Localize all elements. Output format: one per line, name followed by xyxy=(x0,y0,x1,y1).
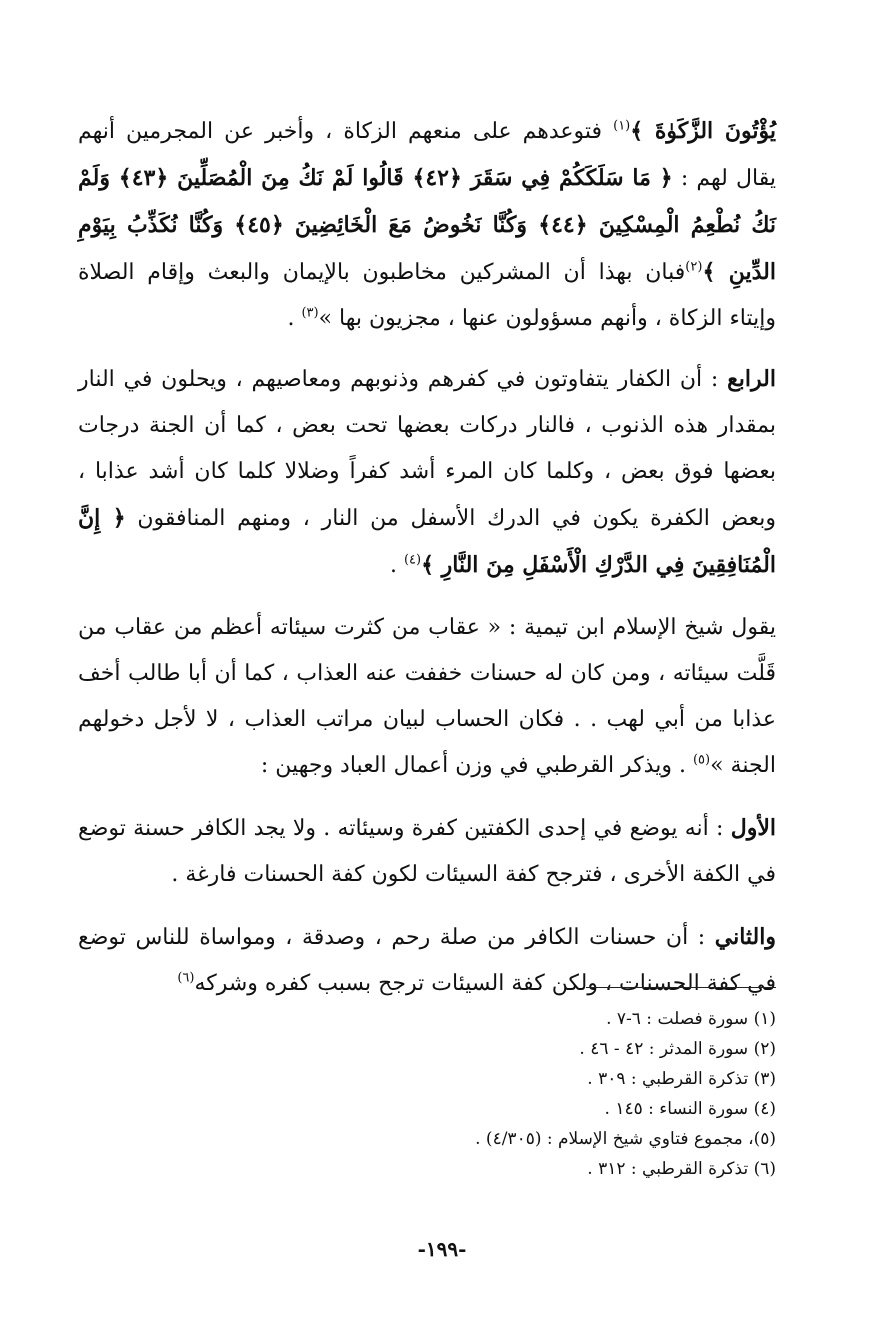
text-segment: : أن حسنات الكافر من صلة رحم ، وصدقة ، ومواساة للناس توضع في كفة الحسنات ، ولكن كفة السيئات ترجح بسبب كفره وشركه xyxy=(78,925,776,996)
section-lead-first: الأول xyxy=(730,815,776,841)
text-segment: . ويذكر القرطبي في وزن أعمال العباد وجهين : xyxy=(260,753,693,778)
text-segment: : أنه يوضع في إحدى الكفتين كفرة وسيئاته . ولا يجد الكافر حسنة توضع في الكفة الأخرى ، فترجح كفة السيئات لكون كفة الحسنات فارغة . xyxy=(78,816,776,887)
footnote-item: (٥)، مجموع فتاوي شيخ الإسلام : (٤/٣٠٥) . xyxy=(475,1129,776,1149)
footnote-item: (٢) سورة المدثر : ٤٢ - ٤٦ . xyxy=(579,1039,776,1059)
quran-verse-zakat: يُؤْتُونَ الزَّكَوٰةَ ﴾ xyxy=(630,118,776,144)
footnote-ref-4[interactable]: (٤) xyxy=(403,552,422,568)
page-number: -١٩٩- xyxy=(417,1237,467,1261)
text-segment: . xyxy=(287,306,302,331)
text-segment: . xyxy=(389,553,404,578)
text-segment: فتوعدهم على منعهم الزكاة ، وأخبر عن المجرمين أنهم يقال لهم : xyxy=(78,119,776,191)
footnotes-list xyxy=(356,1004,776,1184)
section-lead-fourth: الرابع xyxy=(727,366,776,392)
footnote-item: (٣) تذكرة القرطبي : ٣٠٩ . xyxy=(587,1069,776,1089)
text-segment: فبان بهذا أن المشركين مخاطبون بالإيمان والبعث وإقام الصلاة وإيتاء الزكاة ، وأنهم مسؤولون عنها ، مجزيون بها » xyxy=(78,260,776,331)
footnote-item: (١) سورة فصلت : ٦-٧ . xyxy=(606,1009,776,1029)
footnote-ref-5[interactable]: (٥) xyxy=(692,752,711,768)
footnote-ref-2[interactable]: (٢) xyxy=(685,259,703,275)
footnote-item: (٤) سورة النساء : ١٤٥ . xyxy=(604,1099,776,1119)
section-lead-second: والثاني xyxy=(714,924,776,950)
footnote-ref-6[interactable]: (٦) xyxy=(177,970,195,986)
footnote-ref-3[interactable]: (٣) xyxy=(301,305,319,321)
paragraph-first-view xyxy=(78,805,776,898)
paragraph-second-view xyxy=(78,914,776,1007)
text-segment: يقول شيخ الإسلام ابن تيمية : « عقاب من كثرت سيئاته أعظم من عقاب من قَلَّت سيئاته ، ومن كان له حسنات خففت عنه العذاب ، كما أن أبا طالب أخف عذابا من أبي لهب . . فكان الحساب لبيان مراتب العذاب ، لا لأجل دخولهم الجنة » xyxy=(78,615,776,778)
text-segment: : أن الكفار يتفاوتون في كفرهم وذنوبهم ومعاصيهم ، ويحلون في النار بمقدار هذه الذنوب ، فالنار دركات بعضها تحت بعض ، كما أن الجنة درجات بعضها فوق بعض ، وكلما كان المرء أشد كفراً وضلالا كلما كان أشد عذابا ، وبعض الكفرة يكون في الدرك الأسفل من النار ، ومنهم المنافقون xyxy=(78,367,777,531)
quran-verse-muddaththir: ﴿ مَا سَلَكَكُمْ فِي سَقَرَ ﴿٤٢﴾ قَالُوا لَمْ نَكُ مِنَ الْمُصَلِّينَ ﴿٤٣﴾ وَلَمْ نَكُ نُطْعِمُ الْمِسْكِينَ ﴿٤٤﴾ وَكُنَّا نَخُوضُ مَعَ الْخَائِضِينَ ﴿٤٥﴾ وَكُنَّا نُكَذِّبُ بِيَوْمِ الدِّينِ ﴾ xyxy=(78,165,777,285)
footnote-item: (٦) تذكرة القرطبي : ٣١٢ . xyxy=(587,1159,776,1179)
footnote-divider xyxy=(586,987,776,988)
footnote-ref-1[interactable]: (١) xyxy=(613,118,631,134)
paragraph-zakat xyxy=(78,108,776,342)
paragraph-ibn-taymiyya xyxy=(78,605,776,789)
page-body xyxy=(78,108,776,1023)
paragraph-fourth xyxy=(78,356,776,589)
quran-verse-nisa: ﴿ إِنَّ الْمُنَافِقِينَ فِي الدَّرْكِ الْأَسْفَلِ مِنَ النَّارِ ﴾ xyxy=(78,505,776,578)
